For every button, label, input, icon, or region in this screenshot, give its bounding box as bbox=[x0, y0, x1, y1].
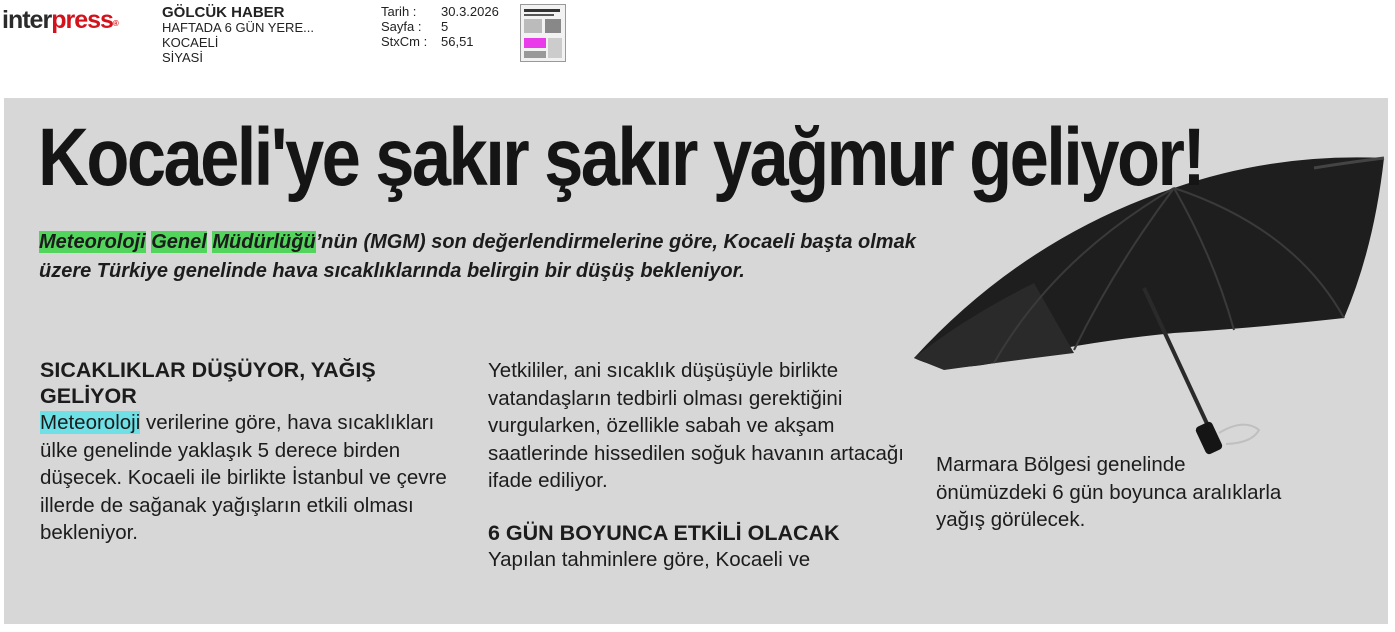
date-label: Tarih : bbox=[381, 4, 417, 19]
page-label: Sayfa : bbox=[381, 19, 422, 34]
stxcm-label: StxCm : bbox=[381, 34, 428, 49]
publication-name: GÖLCÜK HABER bbox=[162, 4, 285, 21]
column-2-subhead: 6 GÜN BOYUNCA ETKİLİ OLACAK bbox=[488, 520, 840, 545]
column-1-body bbox=[40, 409, 460, 547]
date-row bbox=[381, 4, 499, 19]
publication-category: SİYASİ bbox=[162, 50, 203, 65]
thumbnail-highlight bbox=[524, 38, 546, 48]
article-column-3 bbox=[936, 451, 1296, 534]
lead-highlight-2: Genel bbox=[151, 231, 207, 253]
stxcm-row bbox=[381, 34, 499, 49]
column-1-text: verilerine göre, hava sıcaklıkları ülke genelinde yaklaşık 5 derece birden düşecek. Kocaeli ile birlikte İstanbul ve çevre illerde de sağanak yağışların etkili olması bekleniyor. bbox=[40, 411, 447, 544]
clipping-info bbox=[381, 4, 499, 49]
column-2-text-2: Yapılan tahminlere göre, Kocaeli ve bbox=[488, 547, 811, 571]
publication-frequency: HAFTADA 6 GÜN YERE... bbox=[162, 20, 314, 35]
column-3-text: Marmara Bölgesi genelinde önümüzdeki 6 gün boyunca aralıklarla yağış görülecek. bbox=[936, 453, 1282, 531]
logo-text-press: press bbox=[51, 6, 113, 34]
column-1-subhead: SICAKLIKLAR DÜŞÜYOR, YAĞIŞ GELİYOR bbox=[40, 358, 376, 408]
column-1-highlight: Meteoroloji bbox=[40, 411, 141, 434]
logo-text-inter: inter bbox=[2, 6, 52, 34]
article-clipping bbox=[4, 98, 1388, 624]
article-lead bbox=[39, 228, 939, 286]
column-2-text-1: Yetkililer, ani sıcaklık düşüşüyle birlikte vatandaşların tedbirli olması gerektiğini vurgularken, özellikle sabah ve akşam saatlerinde hissedilen soğuk havanın artacağı ifade ediliyor. bbox=[488, 359, 904, 492]
page-thumbnail[interactable] bbox=[520, 4, 566, 62]
logo-trademark: ® bbox=[112, 19, 119, 28]
publication-city: KOCAELİ bbox=[162, 35, 219, 50]
publication-meta bbox=[162, 5, 314, 65]
article-headline: Kocaeli'ye şakır şakır yağmur geliyor! bbox=[38, 112, 1204, 203]
lead-text: ’nün (MGM) son değerlendirmelerine göre, Kocaeli başta olmak üzere Türkiye genelinde hava sıcaklıklarında belirgin bir düşüş bekleniyor. bbox=[39, 231, 916, 282]
page-row bbox=[381, 19, 499, 34]
stxcm-value: 56,51 bbox=[441, 34, 474, 49]
article-column-2 bbox=[488, 357, 908, 573]
lead-highlight-3: Müdürlüğü bbox=[212, 231, 316, 253]
lead-highlight-1: Meteoroloji bbox=[39, 231, 146, 253]
page-value: 5 bbox=[441, 19, 449, 34]
interpress-logo bbox=[2, 5, 119, 35]
date-value: 30.3.2026 bbox=[441, 4, 499, 19]
article-column-1 bbox=[40, 357, 460, 547]
